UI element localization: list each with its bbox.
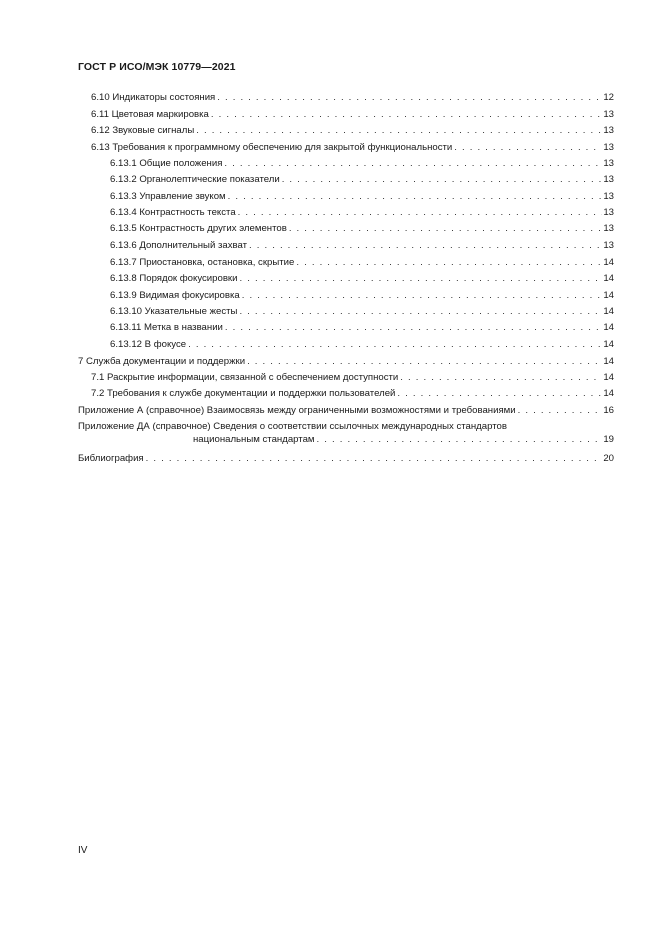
- toc-entry-page: 13: [603, 174, 614, 185]
- toc-entry-page: 14: [603, 356, 614, 367]
- toc-leader-dots: [224, 158, 602, 170]
- toc-entry-title: 6.13.6 Дополнительный захват: [110, 240, 248, 251]
- toc-entry-page: 12: [603, 92, 614, 103]
- toc-leader-dots: [518, 405, 603, 417]
- toc-entry-page: 13: [603, 191, 614, 202]
- toc-entry[interactable]: [91, 372, 614, 384]
- toc-entry[interactable]: [110, 191, 614, 203]
- toc-entry[interactable]: [110, 290, 614, 302]
- toc-leader-dots: [228, 191, 603, 203]
- toc-entry-title: 6.13.1 Общие положения: [110, 158, 223, 169]
- toc-entry-page: 20: [603, 453, 614, 464]
- toc-leader-dots: [188, 339, 602, 351]
- toc-entry[interactable]: [110, 306, 614, 318]
- toc-leader-dots: [239, 306, 602, 318]
- toc-entry[interactable]: [110, 339, 614, 351]
- toc-entry-title-line1[interactable]: Приложение ДА (справочное) Сведения о соответствии ссылочных международных стандартов: [78, 421, 507, 432]
- document-header: ГОСТ Р ИСО/МЭК 10779—2021: [78, 61, 236, 73]
- toc-entry[interactable]: [91, 109, 614, 121]
- toc-leader-dots: [454, 142, 602, 154]
- toc-leader-dots: [249, 240, 602, 252]
- toc-leader-dots: [225, 322, 602, 334]
- toc-entry-title: Библиография: [78, 453, 144, 464]
- toc-leader-dots: [397, 388, 602, 400]
- toc-entry-page: 13: [603, 223, 614, 234]
- toc-entry-page: 13: [603, 142, 614, 153]
- toc-leader-dots: [282, 174, 603, 186]
- toc-entry-title: 6.13.2 Органолептические показатели: [110, 174, 280, 185]
- toc-entry-page: 14: [603, 257, 614, 268]
- toc-entry-page: 14: [603, 273, 614, 284]
- toc-leader-dots: [217, 92, 602, 104]
- toc-entry-page: 14: [603, 306, 614, 317]
- toc-entry-title: 6.13.8 Порядок фокусировки: [110, 273, 238, 284]
- toc-entry[interactable]: [78, 453, 614, 465]
- toc-entry-title: 6.11 Цветовая маркировка: [91, 109, 209, 120]
- toc-entry-page: 14: [603, 339, 614, 350]
- toc-entry[interactable]: [78, 356, 614, 368]
- toc-leader-dots: [317, 434, 603, 446]
- toc-entry[interactable]: [110, 273, 614, 285]
- toc-leader-dots: [247, 356, 602, 368]
- toc-entry-title: 6.13.3 Управление звуком: [110, 191, 226, 202]
- toc-entry-title: 6.10 Индикаторы состояния: [91, 92, 216, 103]
- toc-entry-title: 6.13.12 В фокусе: [110, 339, 187, 350]
- toc-entry-title: 6.13.10 Указательные жесты: [110, 306, 238, 317]
- toc-entry-title: 7 Служба документации и поддержки: [78, 356, 246, 367]
- toc-leader-dots: [289, 223, 603, 235]
- toc-entry-title: 6.13 Требования к программному обеспечению для закрытой функциональности: [91, 142, 453, 153]
- toc-entry[interactable]: [110, 158, 614, 170]
- toc-entry[interactable]: [110, 240, 614, 252]
- toc-entry[interactable]: [78, 405, 614, 417]
- toc-entry-title: 7.2 Требования к службе документации и поддержки пользователей: [91, 388, 396, 399]
- toc-entry-page: 13: [603, 207, 614, 218]
- toc-leader-dots: [211, 109, 602, 121]
- toc-leader-dots: [146, 453, 603, 465]
- toc-entry-page: 14: [603, 372, 614, 383]
- toc-entry-title: 6.13.4 Контрастность текста: [110, 207, 236, 218]
- toc-entry[interactable]: [91, 142, 614, 154]
- toc-entry-title: 7.1 Раскрытие информации, связанной с обеспечением доступности: [91, 372, 399, 383]
- toc-entry[interactable]: [91, 92, 614, 104]
- toc-leader-dots: [296, 257, 602, 269]
- toc-entry[interactable]: [91, 388, 614, 400]
- toc-entry-page: 13: [603, 125, 614, 136]
- toc-entry-title: 6.13.7 Приостановка, остановка, скрытие: [110, 257, 295, 268]
- toc-leader-dots: [242, 290, 603, 302]
- toc-entry-page: 16: [603, 405, 614, 416]
- toc-entry-title: 6.12 Звуковые сигналы: [91, 125, 195, 136]
- toc-entry-page: 14: [603, 388, 614, 399]
- toc-entry[interactable]: [91, 125, 614, 137]
- toc-leader-dots: [400, 372, 602, 384]
- toc-entry[interactable]: [110, 322, 614, 334]
- toc-leader-dots: [196, 125, 602, 137]
- toc-entry-title: 6.13.11 Метка в названии: [110, 322, 223, 333]
- toc-entry-page: 14: [603, 290, 614, 301]
- toc-entry[interactable]: [193, 434, 614, 446]
- toc-entry[interactable]: [110, 207, 614, 219]
- toc-leader-dots: [240, 273, 603, 285]
- toc-entry-page: 13: [603, 240, 614, 251]
- toc-entry-page: 14: [603, 322, 614, 333]
- toc-entry[interactable]: [110, 174, 614, 186]
- toc-entry-title: 6.13.9 Видимая фокусировка: [110, 290, 240, 301]
- toc-entry[interactable]: [110, 223, 614, 235]
- toc-entry-title: национальным стандартам: [193, 434, 315, 445]
- page-number: IV: [78, 845, 88, 856]
- toc-leader-dots: [238, 207, 603, 219]
- toc-entry-title: 6.13.5 Контрастность других элементов: [110, 223, 287, 234]
- toc-entry-page: 19: [603, 434, 614, 445]
- toc-entry-page: 13: [603, 158, 614, 169]
- toc-entry-page: 13: [603, 109, 614, 120]
- toc-entry[interactable]: [110, 257, 614, 269]
- toc-entry-title: Приложение А (справочное) Взаимосвязь между ограниченными возможностями и требованиями: [78, 405, 516, 416]
